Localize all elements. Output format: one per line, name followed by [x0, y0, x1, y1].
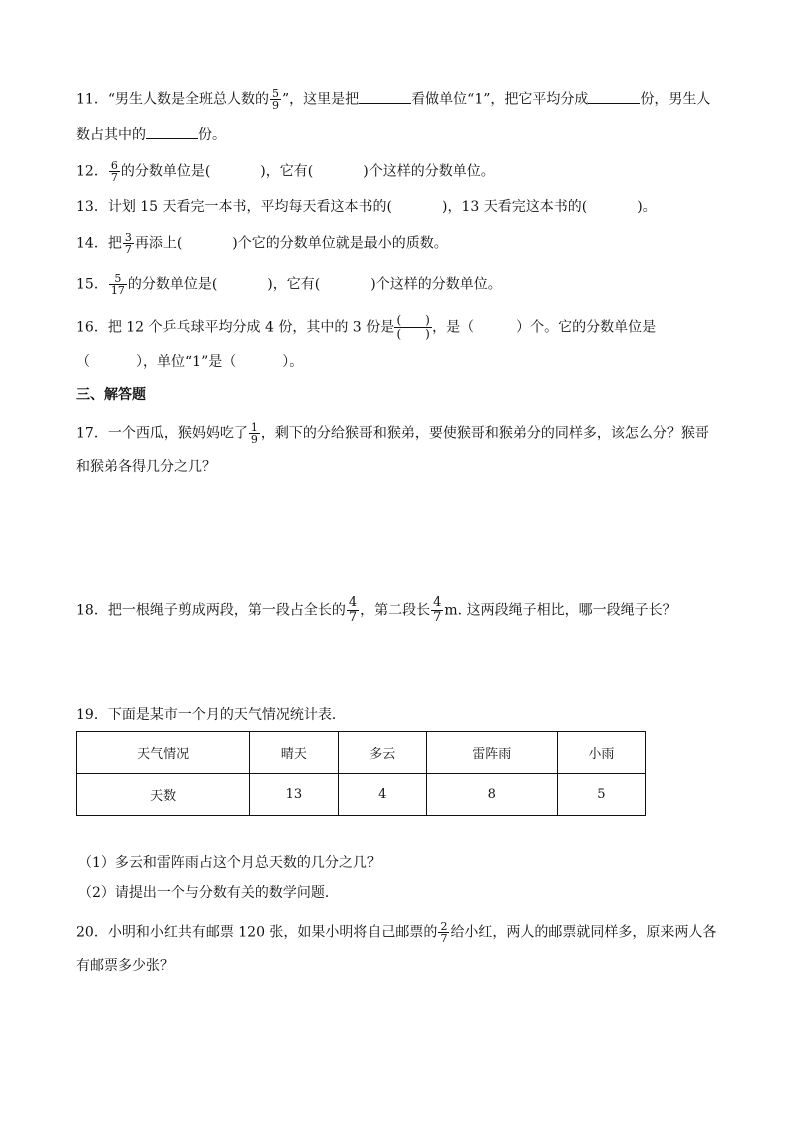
table-cell: 雷阵雨 [426, 732, 557, 774]
table-header-row [77, 732, 646, 774]
question-13: 13．计划 15 天看完一本书，平均每天看这本书的( )，13 天看完这本书的( )。 [76, 199, 657, 215]
table-cell: 天气情况 [77, 732, 250, 774]
question-15: 15． $\frac{5}{17}$ 的分数单位是( )，它有( )个这样的分数单位。 [76, 272, 502, 297]
question-11-line-1: 11．“男生人数是全班总人数的 $\frac{5}{9}$ ”，这里是把 看做单位“1”，把它平均分成 份，男生人 [76, 87, 711, 112]
weather-table [76, 731, 646, 816]
table-cell: 小雨 [557, 732, 645, 774]
question-19-sub-2: （2）请提出一个与分数有关的数学问题． [78, 885, 339, 901]
question-18: 18．把一根绳子剪成两段，第一段占全长的 $\frac{4}{7}$ ，第二段长 $\frac{4}{7}$ m. 这两段绳子相比，哪一段绳子长？ [76, 595, 677, 625]
answer-blank[interactable] [359, 89, 411, 104]
question-12: 12． $\frac{6}{7}$ 的分数单位是( )，它有( )个这样的分数单位。 [76, 159, 495, 184]
fraction: $\frac{2}{7}$ [440, 920, 448, 945]
table-cell: 晴天 [250, 732, 338, 774]
fraction: $\frac{5}{9}$ [271, 87, 279, 112]
table-cell: 多云 [338, 732, 426, 774]
fraction: $\frac{4}{7}$ [433, 595, 442, 625]
table-cell: 4 [338, 774, 426, 816]
question-19-sub-1: （1）多云和雷阵雨占这个月总天数的几分之几？ [78, 855, 381, 871]
question-17-line-2: 和猴弟各得几分之几？ [76, 459, 216, 475]
fraction: $\frac{3}{7}$ [124, 231, 132, 256]
fraction: $\frac{5}{17}$ [110, 272, 125, 297]
question-16-line-2: （ ），单位“1”是（ ）。 [76, 354, 304, 370]
table-row [77, 774, 646, 816]
question-16-line-1: 16．把 12 个乒乓球平均分成 4 份，其中的 3 份是 ( ) ( ) ，是（ ）个。它的分数单位是 [76, 313, 657, 341]
answer-blank[interactable] [588, 89, 640, 104]
fraction-blank[interactable]: ( ) ( ) [394, 314, 432, 341]
fraction: $\frac{4}{7}$ [348, 595, 358, 625]
question-11-line-2: 数占其中的 份。 [76, 124, 226, 145]
answer-blank[interactable] [146, 124, 198, 139]
fraction: $\frac{1}{9}$ [250, 421, 258, 446]
question-17-line-1: 17．一个西瓜，猴妈妈吃了 $\frac{1}{9}$ ，剩下的分给猴哥和猴弟，要使猴哥和猴弟分的同样多，该怎么分？猴哥 [76, 421, 709, 446]
table-cell: 5 [557, 774, 645, 816]
table-cell: 13 [250, 774, 338, 816]
table-cell: 8 [426, 774, 557, 816]
question-20-line-2: 有邮票多少张？ [76, 958, 174, 974]
table-cell: 天数 [77, 774, 250, 816]
question-20-line-1: 20．小明和小红共有邮票 120 张，如果小明将自己邮票的 $\frac{2}{7}$ 给小红，两人的邮票就同样多，原来两人各 [76, 920, 717, 945]
question-19-intro: 19．下面是某市一个月的天气情况统计表． [76, 707, 346, 723]
fraction: $\frac{6}{7}$ [110, 159, 118, 184]
section-heading: 三、解答题 [76, 387, 146, 403]
question-14: 14．把 $\frac{3}{7}$ 再添上( )个它的分数单位就是最小的质数。 [76, 231, 448, 256]
